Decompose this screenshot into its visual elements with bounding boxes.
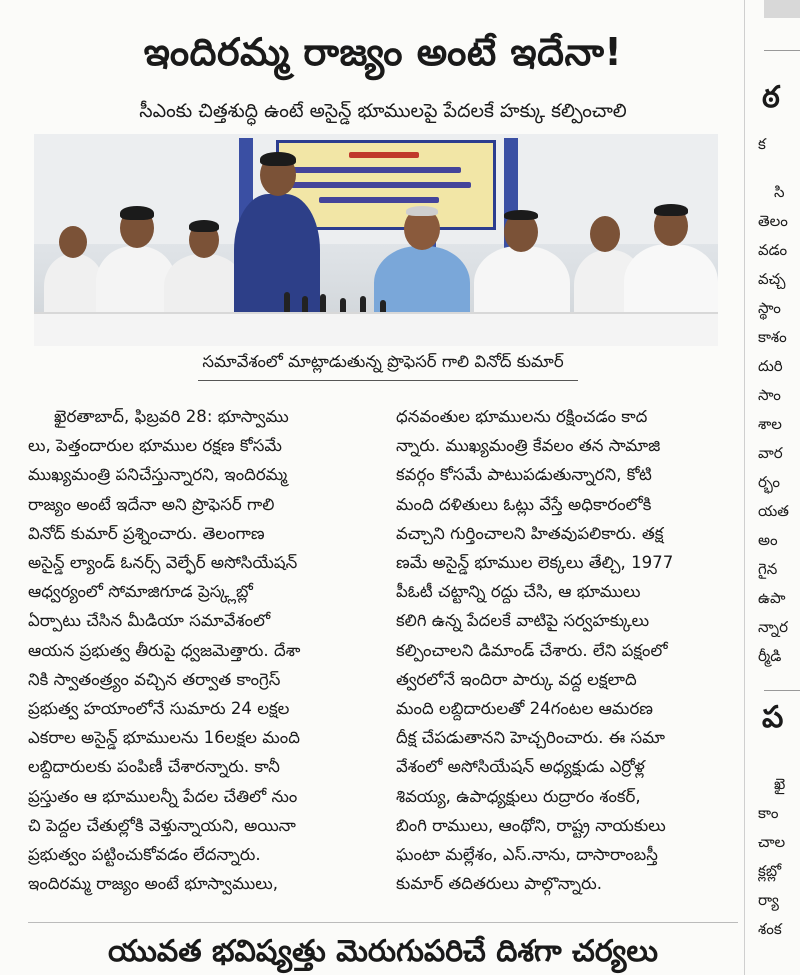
side-line: ర్యా — [758, 891, 779, 909]
body-line: ప్రభుత్వ హయాంలోనే సుమారు 24 లక్షల — [28, 699, 290, 719]
next-article-headline: యువత భవిష్యత్తు మెరుగుపరిచే దిశగా చర్యలు — [107, 934, 659, 969]
body-line: ముఖ్యమంత్రి పనిచేస్తున్నారని, ఇందిరమ్మ — [28, 465, 288, 485]
article-separator — [28, 922, 738, 923]
body-line: వేశంలో అసోసియేషన్ అధ్యక్షుడు ఎర్రోళ్ల — [396, 757, 645, 777]
body-line: త్వరలోనే ఇందిరా పార్కు వద్ద లక్షలాది — [396, 669, 637, 689]
side-line: చాల — [758, 833, 786, 851]
side-line: సి — [774, 183, 785, 201]
body-line: పీఓటీ చట్టాన్ని రద్దు చేసి, ఆ భూములు — [396, 582, 641, 602]
body-line: దీక్ష చేపడుతానని హెచ్చరించారు. ఈ సమా — [396, 728, 666, 748]
side-line: న్నార — [758, 618, 788, 636]
side-line: కాం — [758, 804, 779, 822]
body-line: ణమే అసైన్డ్ భూముల లెక్కలు తేల్చి, 1977 — [396, 553, 674, 573]
body-line: ప్రభుత్వం పట్టించుకోవడం లేదన్నారు. — [28, 845, 261, 865]
article-body-column-left — [28, 402, 380, 898]
article-body-column-right — [396, 402, 734, 898]
body-line: ఖైరతాబాద్, ఫిబ్రవరి 28: భూస్వాము — [54, 407, 289, 426]
side-line: స్థాం — [758, 299, 781, 317]
side-line: వార — [758, 444, 783, 462]
side-line: యత — [758, 502, 789, 520]
body-line: కల్పించాలని డిమాండ్ చేశారు. లేని పక్షంలో — [396, 640, 668, 660]
side-line: వడం — [758, 241, 788, 259]
side-line: గైన — [758, 560, 778, 578]
side-line: సాం — [758, 386, 781, 404]
body-line: ధనవంతుల భూములను రక్షించడం కాద — [396, 407, 648, 426]
body-line: కలిగి ఉన్న పేదలకే వాటిపై సర్వహక్కులు — [396, 611, 650, 631]
body-line: ప్రస్తుతం ఆ భూములన్నీ పేదల చేతిలో నుం — [28, 786, 298, 806]
side-line: దురి — [758, 357, 783, 375]
body-line: వినోద్ కుమార్ ప్రశ్నించారు. తెలంగాణ — [28, 523, 265, 543]
side-heading-fragment: ప — [762, 700, 784, 735]
side-heading-fragment: ఠ — [762, 80, 780, 115]
body-line: మంది దళితులు ఓట్లు వేస్తే అధికారంలోకి — [396, 494, 652, 514]
body-line: లబ్దిదారులకు పంపిణీ చేశారన్నారు. కానీ — [28, 757, 280, 777]
body-line: చి పెద్దల చేతుల్లోకి వెళ్తున్నాయని, అయినా — [28, 815, 296, 835]
body-line: రాజ్యం అంటే ఇదేనా అని ప్రొఫెసర్ గాలి — [28, 494, 275, 514]
body-line: వచ్చాని గుర్తించాలని హితవుపలికారు. తక్ష — [396, 523, 664, 543]
side-line: ఉపా — [758, 589, 786, 607]
body-line: కుమార్ తదితరులు పాల్గొన్నారు. — [396, 874, 603, 894]
side-line: అం — [758, 531, 778, 549]
body-line: ఇందిరమ్మ రాజ్యం అంటే భూస్వాములు, — [28, 874, 279, 894]
body-line: ఎకరాల అసైన్డ్ భూములను 16లక్షల మంది — [28, 728, 300, 748]
side-line: శాల — [758, 415, 782, 433]
article-headline: ఇందిరమ్మ రాజ్యం అంటే ఇదేనా! — [143, 30, 623, 74]
press-meet-photo — [34, 134, 718, 346]
column-divider — [744, 0, 745, 975]
body-line: బింగి రాములు, ఆంథోని, రాష్ట్ర నాయకులు — [396, 815, 666, 835]
article-subheadline: సీఎంకు చిత్తశుద్ధి ఉంటే అసైన్డ్ భూములపై పేదలకే హక్కు కల్పించాలి — [139, 100, 627, 122]
body-line: ఘంటా మల్లేశం, ఎస్.నాను, దాసారాంబస్తీ — [396, 845, 658, 865]
body-line: నికి స్వాతంత్ర్యం వచ్చిన తర్వాత కాంగ్రెస్ — [28, 669, 281, 689]
body-line: ఆధ్వర్యంలో సోమాజిగూడ ప్రెస్క్లబ్లో — [28, 582, 253, 602]
body-line: మంది లబ్దిదారులతో 24గంటల ఆమరణ — [396, 699, 653, 719]
side-line: తెలం — [758, 212, 788, 230]
side-line: ఖై — [774, 775, 786, 793]
body-line: ఆయన ప్రభుత్వ తీరుపై ధ్వజమెత్తారు. దేశా — [28, 640, 301, 660]
photo-caption: సమావేశంలో మాట్లాడుతున్న ప్రొఫెసర్ గాలి వినోద్ కుమార్ — [202, 352, 564, 371]
side-line: ర్భం — [758, 473, 780, 491]
body-line: శివయ్య, ఉపాధ్యక్షులు రుద్రారం శంకర్, — [396, 786, 641, 806]
body-line: అసైన్డ్ ల్యాండ్ ఓనర్స్ వెల్ఫేర్ అసోసియేషన్ — [28, 553, 298, 573]
caption-underline — [198, 380, 578, 381]
news-article — [28, 10, 738, 975]
previous-article-remnant — [160, 0, 760, 8]
side-line: కాశం — [758, 328, 787, 346]
body-line: ఏర్పాటు చేసిన మీడియా సమావేశంలో — [28, 611, 271, 631]
side-line: ర్మీడి — [758, 647, 782, 665]
body-line: కవర్గం కోసమే పాటుపడుతున్నారని, కోటి — [396, 465, 652, 485]
body-line: లు, పెత్తందారుల భూముల రక్షణ కోసమే — [28, 436, 282, 456]
side-line: క్లబ్లో — [758, 862, 782, 880]
side-line: వచ్చ — [758, 270, 786, 288]
adjacent-article-cropped — [752, 0, 800, 975]
side-line: క — [758, 135, 766, 153]
body-line: న్నారు. ముఖ్యమంత్రి కేవలం తన సామాజి — [396, 436, 661, 456]
side-line: శంక — [758, 920, 782, 938]
